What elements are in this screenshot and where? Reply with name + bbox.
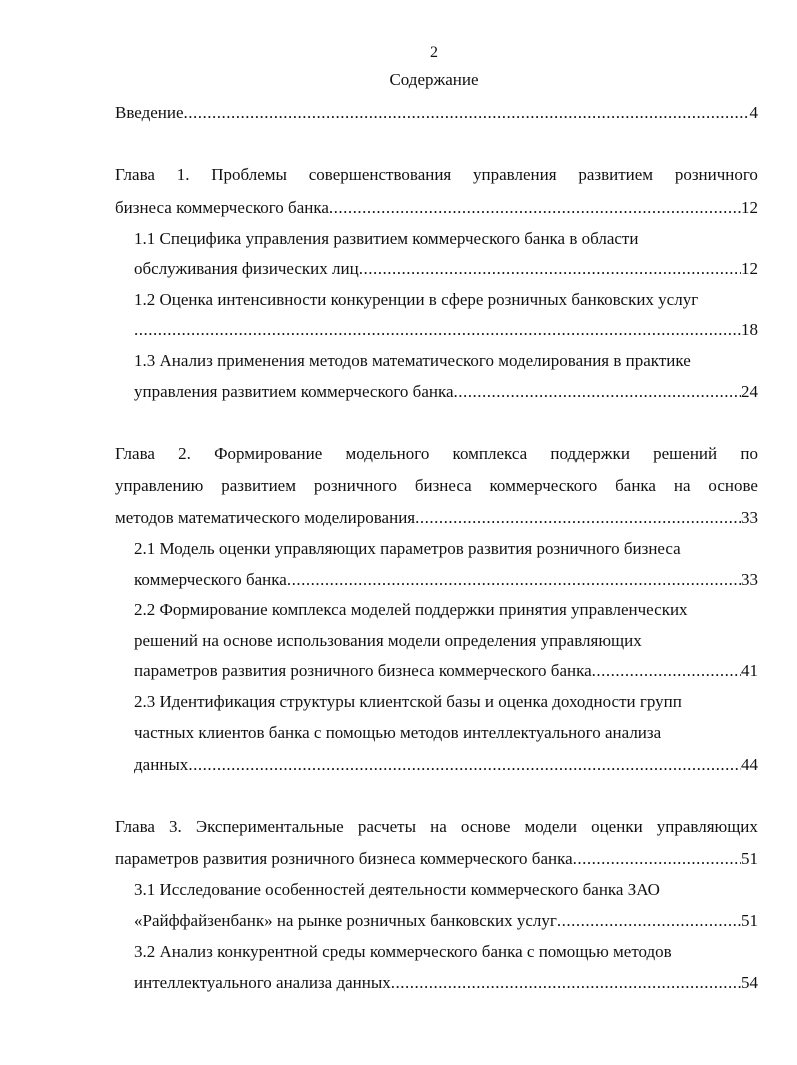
toc-title: Содержание: [389, 70, 479, 89]
toc-chapter-2-line1[interactable]: [115, 442, 758, 466]
toc-entry-text: параметров развития розничного бизнеса коммерческого банка: [134, 661, 592, 680]
toc-section-1-3-line1[interactable]: 1.3 Анализ применения методов математического моделирования в практике: [134, 351, 691, 370]
toc-section-2-3-line1[interactable]: 2.3 Идентификация структуры клиентской базы и оценка доходности групп: [134, 692, 682, 711]
word: управляющих: [656, 817, 758, 836]
word: совершенствования: [308, 165, 452, 184]
toc-page-number: 54: [741, 973, 758, 992]
toc-section-3-1-line2[interactable]: [134, 909, 758, 933]
toc-entry-text: обслуживания физических лиц: [134, 259, 359, 278]
toc-chapter-2-line3[interactable]: [115, 506, 758, 530]
toc-entry-text: Введение: [115, 103, 184, 122]
leader-dots: [592, 659, 741, 683]
toc-entry-intro[interactable]: [115, 101, 758, 125]
leader-dots: [329, 196, 741, 220]
toc-page-number: 4: [749, 103, 758, 122]
toc-section-2-2-line2[interactable]: решений на основе использования модели определения управляющих: [134, 631, 642, 650]
word: основе: [708, 476, 758, 495]
word: Глава: [115, 165, 155, 184]
word: бизнеса: [414, 476, 472, 495]
toc-section-2-3-line2[interactable]: частных клиентов банка с помощью методов интеллектуального анализа: [134, 723, 662, 742]
toc-section-1-1-line2[interactable]: [134, 257, 758, 281]
word: комплекса: [452, 444, 528, 463]
leader-dots: [287, 568, 741, 592]
toc-entry-text: коммерческого банка: [134, 570, 287, 589]
toc-section-2-3-line3[interactable]: [134, 753, 758, 777]
toc-page-number: 51: [741, 911, 758, 930]
leader-dots: [134, 318, 741, 342]
toc-page-number: 41: [741, 661, 758, 680]
page-number: 2: [430, 44, 438, 61]
toc-section-1-2-line2[interactable]: [134, 318, 758, 342]
word: розничного: [313, 476, 397, 495]
toc-page-number: 12: [741, 259, 758, 278]
word: модели: [524, 817, 577, 836]
word: Проблемы: [211, 165, 287, 184]
toc-page-number: 51: [741, 849, 758, 868]
toc-section-2-1-line1[interactable]: 2.1 Модель оценки управляющих параметров развития розничного бизнеса: [134, 539, 681, 558]
toc-section-3-2-line2[interactable]: [134, 971, 758, 995]
word: на: [430, 817, 447, 836]
toc-entry-text: методов математического моделирования: [115, 508, 416, 527]
toc-entry-text: интеллектуального анализа данных: [134, 973, 391, 992]
toc-chapter-3-line1[interactable]: [115, 815, 758, 839]
toc-page-number: 12: [741, 198, 758, 217]
toc-section-3-2-line1[interactable]: 3.2 Анализ конкурентной среды коммерческого банка с помощью методов: [134, 942, 672, 961]
toc-section-2-1-line2[interactable]: [134, 568, 758, 592]
word: Формирование: [214, 444, 323, 463]
leader-dots: [359, 257, 741, 281]
word: основе: [460, 817, 511, 836]
leader-dots: [454, 380, 741, 404]
word: 1.: [176, 165, 190, 184]
toc-section-2-2-line1[interactable]: 2.2 Формирование комплекса моделей поддержки принятия управленческих: [134, 600, 688, 619]
word: коммерческого: [489, 476, 598, 495]
word: развитием: [221, 476, 296, 495]
word: развитием: [578, 165, 654, 184]
toc-section-1-2-line1[interactable]: 1.2 Оценка интенсивности конкуренции в сфере розничных банковских услуг: [134, 290, 699, 309]
toc-page-number: 33: [741, 570, 758, 589]
word: управлению: [115, 476, 204, 495]
word: Экспериментальные: [195, 817, 344, 836]
toc-chapter-2-line2[interactable]: [115, 474, 758, 498]
toc-entry-text: бизнеса коммерческого банка: [115, 198, 329, 217]
leader-dots: [573, 847, 741, 871]
toc-entry-text: данных: [134, 755, 189, 774]
toc-chapter-1-line2[interactable]: [115, 196, 758, 220]
word: розничного: [674, 165, 758, 184]
toc-chapter-3-line2[interactable]: [115, 847, 758, 871]
toc-page-number: 18: [741, 320, 758, 339]
toc-section-2-2-line3[interactable]: [134, 659, 758, 683]
word: Глава: [115, 444, 155, 463]
leader-dots: [557, 909, 741, 933]
leader-dots: [184, 101, 750, 125]
leader-dots: [188, 753, 741, 777]
leader-dots: [391, 971, 741, 995]
toc-section-3-1-line1[interactable]: 3.1 Исследование особенностей деятельности коммерческого банка ЗАО: [134, 880, 660, 899]
toc-entry-text: параметров развития розничного бизнеса коммерческого банка: [115, 849, 573, 868]
leader-dots: [415, 506, 741, 530]
word: банка: [615, 476, 656, 495]
word: на: [673, 476, 691, 495]
word: решений: [653, 444, 718, 463]
toc-page-number: 44: [741, 755, 758, 774]
toc-entry-text: «Райффайзенбанк» на рынке розничных банковских услуг: [134, 911, 557, 930]
toc-page-number: 33: [741, 508, 758, 527]
word: оценки: [591, 817, 643, 836]
toc-page-number: 24: [741, 382, 758, 401]
word: управления: [473, 165, 557, 184]
word: поддержки: [550, 444, 630, 463]
toc-entry-text: управления развитием коммерческого банка: [134, 382, 454, 401]
toc-section-1-3-line2[interactable]: [134, 380, 758, 404]
word: 3.: [169, 817, 182, 836]
word: Глава: [115, 817, 155, 836]
word: 2.: [178, 444, 191, 463]
word: расчеты: [357, 817, 417, 836]
toc-section-1-1-line1[interactable]: 1.1 Специфика управления развитием коммерческого банка в области: [134, 229, 639, 248]
toc-chapter-1-line1[interactable]: [115, 163, 758, 187]
word: модельного: [345, 444, 430, 463]
word: по: [740, 444, 758, 463]
